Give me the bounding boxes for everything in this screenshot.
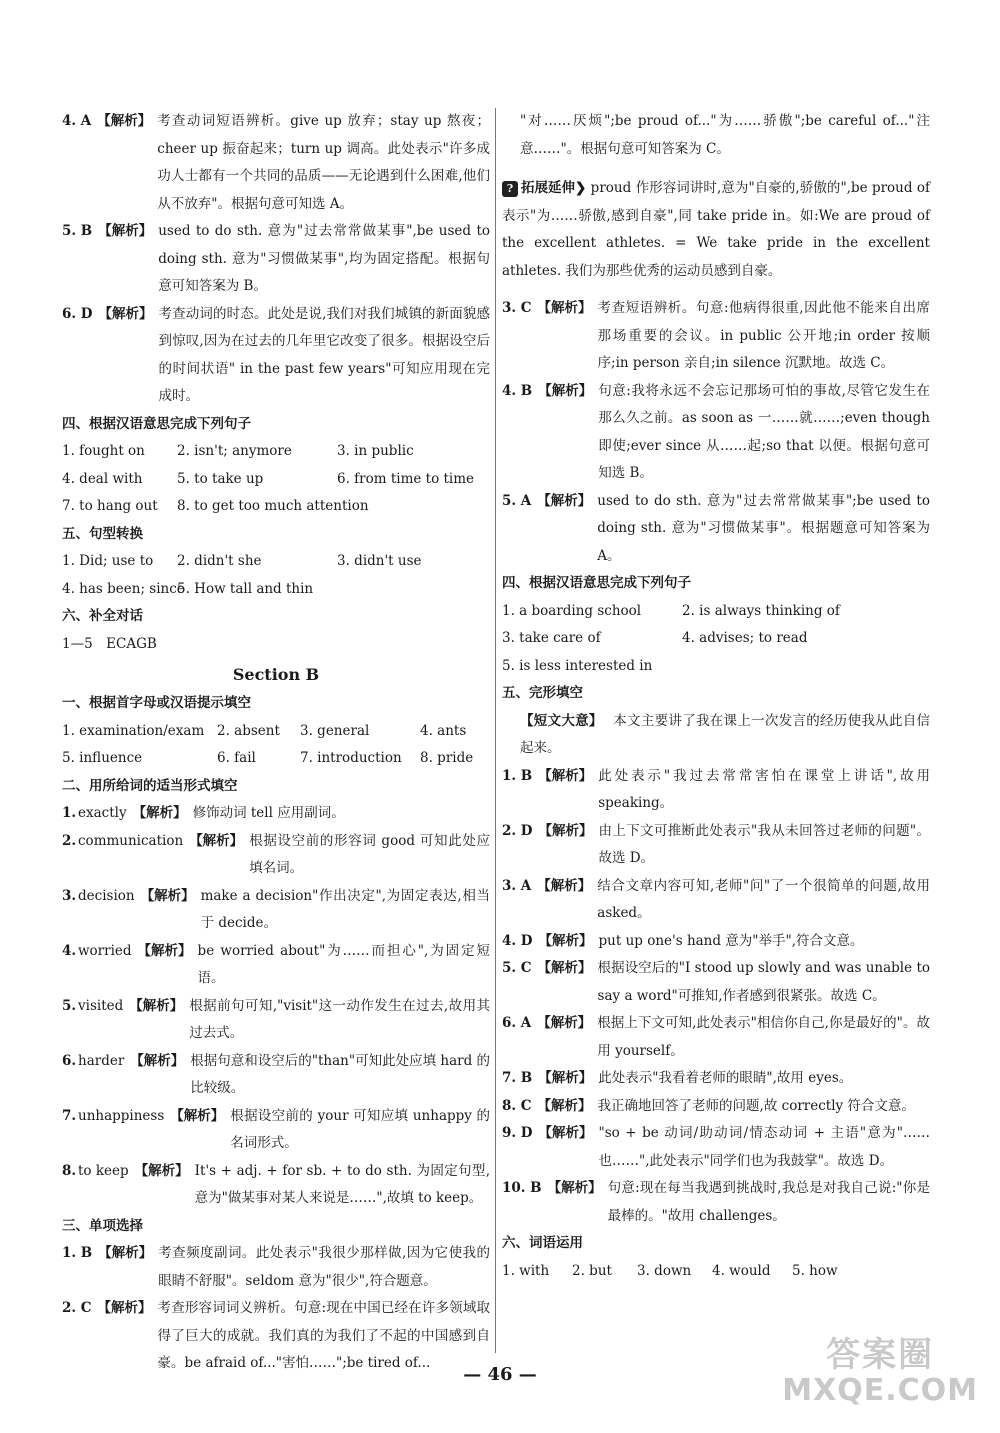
item-text: 结合文章内容可知,老师"问"了一个很简单的问题,故用 asked。 xyxy=(597,877,930,922)
summary-text: 本文主要讲了我在课上一次发言的经历使我从此自信起来。 xyxy=(520,712,931,757)
item-text: 句意:我将永远不会忘记那场可怕的事故,尽管它发生在那么久之前。as soon as 一……就……;even though 即使;ever since 从……起;so that 以便。根据句意可知选 B。 xyxy=(598,382,930,482)
answer-item xyxy=(502,488,930,571)
item-text: 句意:现在每当我遇到挑战时,我总是对我自己说:"你是最棒的。"故用 challenges。 xyxy=(607,1180,930,1224)
item-text: 根据设空后的"I stood up slowly and was unable to say a word"可推知,作者感到很紧张。故选 C。 xyxy=(597,960,930,1004)
lightbulb-icon: ? xyxy=(502,181,518,197)
item-number: 3. xyxy=(62,887,77,904)
analysis-tag: 【解析】 xyxy=(189,832,244,849)
grid-cell xyxy=(337,493,487,521)
item-number: 3. A xyxy=(502,877,532,894)
analysis-tag: 【解析】 xyxy=(132,805,187,821)
summary-tag: 【短文大意】 xyxy=(520,712,603,729)
analysis-tag: 【解析】 xyxy=(137,942,192,959)
extension-box xyxy=(502,171,930,289)
answer-item xyxy=(62,800,490,828)
item-number: 1. xyxy=(62,805,77,821)
analysis-tag: 【解析】 xyxy=(538,932,593,949)
answer-item xyxy=(502,295,930,378)
item-answer: visited xyxy=(78,997,124,1014)
answer-item xyxy=(502,378,930,488)
extension-label: 拓展延伸 xyxy=(521,180,575,197)
grid-cell: 3. didn't use xyxy=(337,553,422,569)
grid-cell: 5. influence xyxy=(62,750,143,766)
grid-cell: 7. to hang out xyxy=(62,498,158,514)
grid-cell: 4. deal with xyxy=(62,470,143,487)
grid-cell: 3. general xyxy=(300,722,370,739)
answer-item xyxy=(502,873,930,928)
extension-text: proud 作形容词讲时,意为"自豪的,骄傲的",be proud of 表示"为……骄傲,感到自豪",同 take pride in。如:We are proud of the excellent athletes. = We take pride in the excellent athletes. 我们为那些优秀的运动员感到自豪。 xyxy=(502,180,930,279)
grid-cell: 4. advises; to read xyxy=(682,630,808,647)
analysis-tag: 【解析】 xyxy=(538,1070,593,1087)
item-number: 4. B xyxy=(502,382,533,399)
item-number: 5. C xyxy=(502,960,532,977)
grid-cell: 3. down xyxy=(637,1262,692,1279)
right-items-top xyxy=(502,295,930,570)
answer-item xyxy=(502,818,930,873)
answer-item xyxy=(62,993,490,1048)
item-answer: worried xyxy=(78,942,132,959)
answer-grid xyxy=(62,718,490,773)
analysis-tag: 【解析】 xyxy=(537,877,592,894)
item-number: 6. A xyxy=(502,1015,532,1032)
grid-cell: 1. examination/exam xyxy=(62,722,205,739)
grid-cell: 5. to take up xyxy=(177,470,264,487)
item-text: 考查短语辨析。句意:他病得很重,因此他不能来自出席那场重要的会议。in public 公开地;in order 按顺序;in person 亲自;in silence 沉默地。故选 C。 xyxy=(597,300,930,372)
item-number: 9. D xyxy=(502,1125,533,1142)
answer-item xyxy=(502,1120,930,1175)
answer-item xyxy=(502,1093,930,1121)
analysis-tag: 【解析】 xyxy=(538,1125,593,1142)
item-number: 2. C xyxy=(62,1300,92,1316)
item-text: used to do sth. 意为"过去常常做某事";be used to doing sth. 意为"习惯做某事"。根据题意可知答案为 A。 xyxy=(597,492,930,564)
analysis-tag: 【解析】 xyxy=(130,1052,185,1069)
item-text: It's + adj. + for sb. + to do sth. 为固定句型,意为"做某事对某人来说是……",故填 to keep。 xyxy=(194,1162,490,1206)
b3-items xyxy=(62,1240,490,1378)
grid-cell: 4. has been; since xyxy=(62,580,185,597)
item-number: 5. A xyxy=(502,492,532,509)
item-text: 根据上下文可知,此处表示"相信你自己,你是最好的"。故用 yourself。 xyxy=(597,1015,930,1059)
answer-item xyxy=(62,883,490,938)
item-text: 根据句意和设空后的"than"可知此处应填 hard 的比较级。 xyxy=(190,1052,490,1096)
analysis-tag: 【解析】 xyxy=(98,1245,153,1261)
grid-cell: 5. how xyxy=(792,1262,838,1279)
item-number: 8. xyxy=(62,1162,77,1179)
item-answer: unhappiness xyxy=(78,1107,165,1124)
item-number: 2. D xyxy=(502,822,533,839)
item-text: be worried about"为……而担心",为固定短语。 xyxy=(197,942,490,986)
extension-paragraph xyxy=(502,175,930,285)
left-column xyxy=(62,108,490,1378)
grid-cell xyxy=(337,576,487,604)
section-title: 五、完形填空 xyxy=(502,685,583,702)
grid-cell: 2. is always thinking of xyxy=(682,602,840,619)
item-answer: exactly xyxy=(78,805,127,821)
item-number: 6. D xyxy=(62,305,93,322)
left-items-top xyxy=(62,108,490,411)
continued-text: "对……厌烦";be proud of..."为……骄傲";be careful of..."注意……"。根据句意可知答案为 C。 xyxy=(520,113,930,157)
chevron-right-icon: ❯ xyxy=(575,180,587,197)
answer-item xyxy=(62,828,490,883)
grid-cell: 5. is less interested in xyxy=(502,657,653,674)
section-title: 六、词语运用 xyxy=(502,1235,583,1252)
answer-item xyxy=(62,218,490,301)
analysis-tag: 【解析】 xyxy=(537,300,592,317)
grid-cell: 1. Did; use to xyxy=(62,553,154,569)
answer-item xyxy=(62,938,490,993)
item-number: 5. B xyxy=(62,223,93,239)
extension-header xyxy=(502,175,586,203)
grid-cell: 3. in public xyxy=(337,443,414,459)
analysis-tag: 【解析】 xyxy=(98,305,153,322)
analysis-tag: 【解析】 xyxy=(134,1162,189,1179)
answer-grid xyxy=(502,1258,930,1286)
grid-cell: 5. How tall and thin xyxy=(177,580,314,597)
answer-item xyxy=(62,1103,490,1158)
grid-cell: 6. from time to time xyxy=(337,470,475,487)
item-text: 此处表示"我看着老师的眼睛",故用 eyes。 xyxy=(598,1070,853,1087)
grid-cell: 1. fought on xyxy=(62,443,145,459)
answer-item xyxy=(502,1010,930,1065)
grid-cell xyxy=(682,653,922,681)
item-number: 1. B xyxy=(62,1245,93,1261)
analysis-tag: 【解析】 xyxy=(537,1097,592,1114)
section-title: 四、根据汉语意思完成下列句子 xyxy=(62,415,251,432)
answer-item xyxy=(502,955,930,1010)
item-text: make a decision"作出决定",为固定表达,相当于 decide。 xyxy=(200,887,490,931)
grid-cell: 2. but xyxy=(572,1262,612,1279)
dialogue-answer: 1—5 ECAGB xyxy=(62,635,157,652)
item-number: 10. B xyxy=(502,1180,542,1197)
grid-cell: 8. to get too much attention xyxy=(177,498,369,514)
item-text: 由上下文可推断此处表示"我从未回答过老师的问题"。故选 D。 xyxy=(598,822,930,867)
item-number: 4. xyxy=(62,942,77,959)
item-answer: to keep xyxy=(78,1162,129,1179)
answer-item xyxy=(502,1175,930,1230)
grid-cell: 2. isn't; anymore xyxy=(177,443,292,459)
analysis-tag: 【解析】 xyxy=(537,492,592,509)
answer-grid xyxy=(502,598,930,681)
answer-grid xyxy=(62,548,490,603)
analysis-tag: 【解析】 xyxy=(538,822,593,839)
item-text: 考查形容词词义辨析。句意:现在中国已经在许多领域取得了巨大的成就。我们真的为我们了不起的中国感到自豪。be afraid of..."害怕……";be tired of... xyxy=(157,1300,490,1371)
b2-items xyxy=(62,800,490,1213)
answer-item xyxy=(502,763,930,818)
item-text: 根据设空前的形容词 good 可知此处应填名词。 xyxy=(249,832,490,876)
watermark-text: 答案圈 xyxy=(826,1335,935,1375)
item-number: 6. xyxy=(62,1052,77,1069)
item-number: 7. xyxy=(62,1107,77,1124)
item-text: 我正确地回答了老师的问题,故 correctly 符合文意。 xyxy=(597,1097,915,1114)
answer-item xyxy=(62,108,490,218)
analysis-tag: 【解析】 xyxy=(537,960,592,977)
analysis-tag: 【解析】 xyxy=(140,887,195,904)
grid-cell: 7. introduction xyxy=(300,750,402,766)
item-text: put up one's hand 意为"举手",符合文意。 xyxy=(598,932,864,949)
grid-cell: 8. pride xyxy=(420,750,474,766)
answer-grid xyxy=(62,438,490,521)
item-number: 4. D xyxy=(502,932,533,949)
item-number: 7. B xyxy=(502,1070,533,1087)
item-number: 5. xyxy=(62,997,77,1014)
analysis-tag: 【解析】 xyxy=(537,1015,592,1032)
item-text: 根据前句可知,"visit"这一动作发生在过去,故用其过去式。 xyxy=(189,997,490,1041)
item-text: 考查动词短语辨析。give up 放弃；stay up 熬夜；cheer up 振奋起来；turn up 调高。此处表示"许多成功人士都有一个共同的品质——无论遇到什么困难,他们从不放弃"。根据句意可知选 A。 xyxy=(157,113,490,212)
analysis-tag: 【解析】 xyxy=(547,1180,602,1197)
grid-cell: 2. didn't she xyxy=(177,553,262,569)
analysis-tag: 【解析】 xyxy=(97,1300,152,1316)
item-number: 1. B xyxy=(502,767,533,784)
watermark-url: MXQE.COM xyxy=(782,1373,978,1408)
grid-cell: 2. absent xyxy=(217,722,280,739)
analysis-tag: 【解析】 xyxy=(538,767,593,784)
grid-cell: 1. with xyxy=(502,1262,550,1279)
item-text: 修饰动词 tell 应用副词。 xyxy=(192,805,345,821)
section-title: 六、补全对话 xyxy=(62,608,143,624)
analysis-tag: 【解析】 xyxy=(98,223,153,239)
column-divider xyxy=(495,108,496,1353)
answer-item xyxy=(62,1158,490,1213)
section-title: 五、句型转换 xyxy=(62,525,143,542)
item-text: 根据设空前的 your 可知应填 unhappy 的名词形式。 xyxy=(230,1107,490,1151)
item-text: 此处表示"我过去常常害怕在课堂上讲话",故用 speaking。 xyxy=(598,767,930,812)
item-text: 考查动词的时态。此处是说,我们对我们城镇的新面貌感到惊叹,因为在过去的几年里它改变了很多。根据设空后的时间状语" in the past few years"可知应用现在完成时。 xyxy=(158,305,490,404)
analysis-tag: 【解析】 xyxy=(97,113,152,129)
analysis-tag: 【解析】 xyxy=(170,1107,225,1124)
item-number: 4. A xyxy=(62,113,92,129)
item-text: used to do sth. 意为"过去常常做某事",be used to doing sth. 意为"习惯做某事",均为固定搭配。根据句意可知答案为 B。 xyxy=(158,223,490,294)
item-number: 3. C xyxy=(502,300,532,317)
answer-item xyxy=(62,1240,490,1295)
section-title: 三、单项选择 xyxy=(62,1217,143,1234)
answer-item xyxy=(502,928,930,956)
item-answer: communication xyxy=(78,832,184,849)
cloze-items xyxy=(502,763,930,1231)
answer-item xyxy=(62,1048,490,1103)
item-number: 2. xyxy=(62,832,77,849)
grid-cell: 3. take care of xyxy=(502,630,601,647)
watermark xyxy=(782,1335,978,1408)
answer-item xyxy=(502,1065,930,1093)
section-title: 二、用所给词的适当形式填空 xyxy=(62,777,238,794)
section-b-title: Section B xyxy=(232,665,320,684)
item-answer: decision xyxy=(78,887,135,904)
item-number: 8. C xyxy=(502,1097,532,1114)
answer-item xyxy=(62,301,490,411)
analysis-tag: 【解析】 xyxy=(129,997,184,1014)
analysis-tag: 【解析】 xyxy=(538,382,593,399)
section-title: 一、根据首字母或汉语提示填空 xyxy=(62,695,251,711)
summary xyxy=(502,708,930,763)
grid-cell: 1. a boarding school xyxy=(502,602,642,619)
right-column xyxy=(502,108,930,1285)
grid-cell: 4. ants xyxy=(420,722,467,739)
item-text: "so + be 动词/助动词/情态动词 + 主语"意为"……也……",此处表示"同学们也为我鼓掌"。故选 D。 xyxy=(598,1125,930,1169)
section-title: 四、根据汉语意思完成下列句子 xyxy=(502,575,691,592)
page-number: — 46 — xyxy=(463,1364,537,1385)
grid-cell: 6. fail xyxy=(217,750,256,766)
grid-cell: 4. would xyxy=(712,1262,771,1279)
item-answer: harder xyxy=(78,1052,125,1069)
item-text: 考查频度副词。此处表示"我很少那样做,因为它使我的眼睛不舒服"。seldom 意为"很少",符合题意。 xyxy=(158,1245,490,1289)
